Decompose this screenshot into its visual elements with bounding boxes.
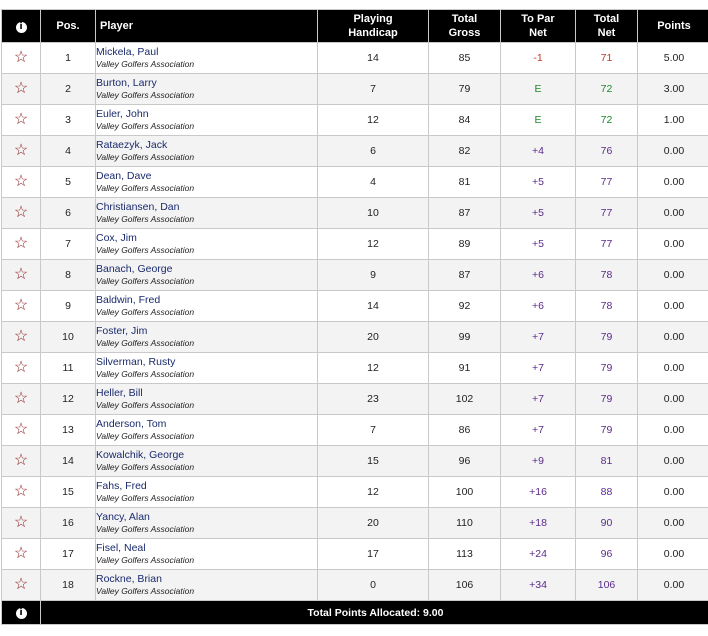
player-name-link[interactable]: Anderson, Tom — [96, 418, 317, 430]
player-name-link[interactable]: Fahs, Fred — [96, 480, 317, 492]
total-net: 77 — [576, 198, 638, 229]
player-association: Valley Golfers Association — [96, 275, 317, 287]
header-handicap-line2: Handicap — [348, 27, 398, 39]
star-outline-icon[interactable]: ☆ — [14, 204, 28, 221]
player-name-link[interactable]: Euler, John — [96, 108, 317, 120]
player-association: Valley Golfers Association — [96, 523, 317, 535]
player-association: Valley Golfers Association — [96, 368, 317, 380]
points: 0.00 — [638, 136, 708, 167]
star-outline-icon[interactable]: ☆ — [14, 545, 28, 562]
total-points-label: Total Points Allocated: 9.00 — [41, 601, 708, 625]
playing-handicap: 20 — [318, 508, 429, 539]
points: 5.00 — [638, 43, 708, 74]
favorite-cell[interactable] — [2, 570, 41, 601]
table-row[interactable] — [2, 477, 708, 508]
playing-handicap: 6 — [318, 136, 429, 167]
total-gross: 92 — [429, 291, 501, 322]
star-outline-icon[interactable]: ☆ — [14, 80, 28, 97]
points: 0.00 — [638, 415, 708, 446]
points: 0.00 — [638, 322, 708, 353]
player-name-link[interactable]: Banach, George — [96, 263, 317, 275]
total-gross: 82 — [429, 136, 501, 167]
favorite-cell[interactable] — [2, 446, 41, 477]
playing-handicap: 7 — [318, 74, 429, 105]
total-net: 72 — [576, 105, 638, 136]
position: 8 — [41, 260, 96, 291]
total-gross: 91 — [429, 353, 501, 384]
total-gross: 100 — [429, 477, 501, 508]
position: 17 — [41, 539, 96, 570]
points: 0.00 — [638, 508, 708, 539]
playing-handicap: 20 — [318, 322, 429, 353]
player-association: Valley Golfers Association — [96, 399, 317, 411]
favorite-cell[interactable] — [2, 291, 41, 322]
playing-handicap: 4 — [318, 167, 429, 198]
total-net: 71 — [576, 43, 638, 74]
table-row[interactable] — [2, 136, 708, 167]
total-gross: 87 — [429, 260, 501, 291]
player-association: Valley Golfers Association — [96, 89, 317, 101]
header-net-line2: Net — [598, 27, 616, 39]
header-topar[interactable] — [501, 10, 576, 43]
player-association: Valley Golfers Association — [96, 492, 317, 504]
header-handicap-line1: Playing — [353, 13, 392, 25]
position: 15 — [41, 477, 96, 508]
favorite-cell[interactable] — [2, 508, 41, 539]
to-par-net: +7 — [501, 384, 576, 415]
table-row[interactable] — [2, 260, 708, 291]
total-net: 79 — [576, 384, 638, 415]
player-name-link[interactable]: Burton, Larry — [96, 77, 317, 89]
table-row[interactable] — [2, 353, 708, 384]
position: 4 — [41, 136, 96, 167]
player-cell — [96, 136, 318, 167]
points: 1.00 — [638, 105, 708, 136]
position: 5 — [41, 167, 96, 198]
table-row[interactable] — [2, 74, 708, 105]
table-row[interactable] — [2, 539, 708, 570]
points: 0.00 — [638, 477, 708, 508]
header-points[interactable]: Points — [638, 10, 708, 43]
favorite-cell[interactable] — [2, 477, 41, 508]
playing-handicap: 15 — [318, 446, 429, 477]
player-association: Valley Golfers Association — [96, 213, 317, 225]
player-association: Valley Golfers Association — [96, 430, 317, 442]
total-net: 77 — [576, 167, 638, 198]
header-info-cell[interactable] — [2, 10, 41, 43]
position: 2 — [41, 74, 96, 105]
to-par-net: +7 — [501, 322, 576, 353]
playing-handicap: 14 — [318, 43, 429, 74]
header-player[interactable]: Player — [96, 10, 318, 43]
table-row[interactable] — [2, 570, 708, 601]
favorite-cell[interactable] — [2, 167, 41, 198]
favorite-cell[interactable] — [2, 539, 41, 570]
total-gross: 102 — [429, 384, 501, 415]
star-outline-icon[interactable]: ☆ — [14, 452, 28, 469]
to-par-net: +18 — [501, 508, 576, 539]
playing-handicap: 0 — [318, 570, 429, 601]
player-name-link[interactable]: Foster, Jim — [96, 325, 317, 337]
playing-handicap: 7 — [318, 415, 429, 446]
position: 13 — [41, 415, 96, 446]
favorite-cell[interactable] — [2, 198, 41, 229]
table-row[interactable] — [2, 291, 708, 322]
total-net: 72 — [576, 74, 638, 105]
header-gross-line1: Total — [452, 13, 477, 25]
playing-handicap: 10 — [318, 198, 429, 229]
position: 11 — [41, 353, 96, 384]
player-cell — [96, 477, 318, 508]
player-cell — [96, 322, 318, 353]
player-cell — [96, 74, 318, 105]
total-gross: 99 — [429, 322, 501, 353]
player-name-link[interactable]: Christiansen, Dan — [96, 201, 317, 213]
player-name-link[interactable]: Rataezyk, Jack — [96, 139, 317, 151]
points: 0.00 — [638, 446, 708, 477]
table-row[interactable] — [2, 415, 708, 446]
to-par-net: +6 — [501, 291, 576, 322]
total-gross: 85 — [429, 43, 501, 74]
to-par-net: +4 — [501, 136, 576, 167]
player-association: Valley Golfers Association — [96, 58, 317, 70]
leaderboard-body — [2, 43, 708, 601]
total-net: 78 — [576, 260, 638, 291]
total-gross: 96 — [429, 446, 501, 477]
player-cell — [96, 353, 318, 384]
to-par-net: -1 — [501, 43, 576, 74]
player-name-link[interactable]: Dean, Dave — [96, 170, 317, 182]
player-cell — [96, 446, 318, 477]
header-net-line1: Total — [594, 13, 619, 25]
player-name-link[interactable]: Heller, Bill — [96, 387, 317, 399]
player-name-link[interactable]: Kowalchik, George — [96, 449, 317, 461]
total-net: 77 — [576, 229, 638, 260]
table-row[interactable] — [2, 446, 708, 477]
position: 9 — [41, 291, 96, 322]
favorite-cell[interactable] — [2, 260, 41, 291]
to-par-net: +24 — [501, 539, 576, 570]
player-cell — [96, 43, 318, 74]
player-name-link[interactable]: Cox, Jim — [96, 232, 317, 244]
playing-handicap: 9 — [318, 260, 429, 291]
player-name-link[interactable]: Silverman, Rusty — [96, 356, 317, 368]
star-outline-icon[interactable]: ☆ — [14, 421, 28, 438]
playing-handicap: 17 — [318, 539, 429, 570]
total-net: 96 — [576, 539, 638, 570]
to-par-net: +5 — [501, 198, 576, 229]
player-name-link[interactable]: Rockne, Brian — [96, 573, 317, 585]
info-icon[interactable]: i — [16, 22, 27, 33]
player-name-link[interactable]: Mickela, Paul — [96, 46, 317, 58]
total-gross: 113 — [429, 539, 501, 570]
playing-handicap: 12 — [318, 353, 429, 384]
playing-handicap: 12 — [318, 477, 429, 508]
favorite-cell[interactable] — [2, 415, 41, 446]
favorite-cell[interactable] — [2, 74, 41, 105]
points: 0.00 — [638, 167, 708, 198]
star-outline-icon[interactable]: ☆ — [14, 235, 28, 252]
header-row — [2, 10, 708, 43]
position: 12 — [41, 384, 96, 415]
player-association: Valley Golfers Association — [96, 461, 317, 473]
star-outline-icon[interactable]: ☆ — [14, 111, 28, 128]
table-row[interactable] — [2, 198, 708, 229]
to-par-net: +7 — [501, 353, 576, 384]
header-net[interactable] — [576, 10, 638, 43]
to-par-net: +6 — [501, 260, 576, 291]
player-name-link[interactable]: Yancy, Alan — [96, 511, 317, 523]
info-icon[interactable]: i — [16, 608, 27, 619]
header-topar-line1: To Par — [521, 13, 554, 25]
points: 0.00 — [638, 384, 708, 415]
total-gross: 81 — [429, 167, 501, 198]
player-association: Valley Golfers Association — [96, 306, 317, 318]
total-net: 81 — [576, 446, 638, 477]
to-par-net: +5 — [501, 229, 576, 260]
leaderboard-table — [1, 9, 708, 625]
player-cell — [96, 229, 318, 260]
position: 10 — [41, 322, 96, 353]
points: 3.00 — [638, 74, 708, 105]
playing-handicap: 12 — [318, 229, 429, 260]
total-gross: 106 — [429, 570, 501, 601]
total-gross: 84 — [429, 105, 501, 136]
player-association: Valley Golfers Association — [96, 554, 317, 566]
player-name-link[interactable]: Fisel, Neal — [96, 542, 317, 554]
table-row[interactable] — [2, 43, 708, 74]
to-par-net: E — [501, 105, 576, 136]
star-outline-icon[interactable]: ☆ — [14, 142, 28, 159]
header-gross[interactable] — [429, 10, 501, 43]
to-par-net: +16 — [501, 477, 576, 508]
position: 18 — [41, 570, 96, 601]
favorite-cell[interactable] — [2, 353, 41, 384]
table-row[interactable] — [2, 105, 708, 136]
total-gross: 86 — [429, 415, 501, 446]
player-cell — [96, 508, 318, 539]
total-net: 79 — [576, 415, 638, 446]
header-handicap[interactable] — [318, 10, 429, 43]
total-gross: 79 — [429, 74, 501, 105]
star-outline-icon[interactable]: ☆ — [14, 483, 28, 500]
favorite-cell[interactable] — [2, 229, 41, 260]
player-cell — [96, 198, 318, 229]
star-outline-icon[interactable]: ☆ — [14, 576, 28, 593]
player-cell — [96, 415, 318, 446]
total-net: 88 — [576, 477, 638, 508]
player-cell — [96, 167, 318, 198]
star-outline-icon[interactable]: ☆ — [14, 173, 28, 190]
total-net: 79 — [576, 353, 638, 384]
to-par-net: +7 — [501, 415, 576, 446]
to-par-net: +5 — [501, 167, 576, 198]
position: 1 — [41, 43, 96, 74]
player-cell — [96, 260, 318, 291]
total-gross: 110 — [429, 508, 501, 539]
star-outline-icon[interactable]: ☆ — [14, 514, 28, 531]
favorite-cell[interactable] — [2, 43, 41, 74]
points: 0.00 — [638, 291, 708, 322]
player-association: Valley Golfers Association — [96, 585, 317, 597]
table-row[interactable] — [2, 229, 708, 260]
table-row[interactable] — [2, 508, 708, 539]
points: 0.00 — [638, 198, 708, 229]
favorite-cell[interactable] — [2, 105, 41, 136]
total-net: 106 — [576, 570, 638, 601]
player-cell — [96, 291, 318, 322]
favorite-cell[interactable] — [2, 136, 41, 167]
position: 7 — [41, 229, 96, 260]
footer-info-cell[interactable] — [2, 601, 41, 625]
points: 0.00 — [638, 353, 708, 384]
points: 0.00 — [638, 260, 708, 291]
player-association: Valley Golfers Association — [96, 182, 317, 194]
player-cell — [96, 539, 318, 570]
playing-handicap: 23 — [318, 384, 429, 415]
player-association: Valley Golfers Association — [96, 120, 317, 132]
table-row[interactable] — [2, 167, 708, 198]
star-outline-icon[interactable]: ☆ — [14, 297, 28, 314]
footer-row — [2, 601, 708, 625]
star-outline-icon[interactable]: ☆ — [14, 266, 28, 283]
favorite-cell[interactable] — [2, 322, 41, 353]
total-net: 78 — [576, 291, 638, 322]
star-outline-icon[interactable]: ☆ — [14, 359, 28, 376]
points: 0.00 — [638, 539, 708, 570]
position: 16 — [41, 508, 96, 539]
player-cell — [96, 105, 318, 136]
to-par-net: +9 — [501, 446, 576, 477]
table-row[interactable] — [2, 322, 708, 353]
position: 14 — [41, 446, 96, 477]
total-gross: 87 — [429, 198, 501, 229]
player-association: Valley Golfers Association — [96, 337, 317, 349]
player-name-link[interactable]: Baldwin, Fred — [96, 294, 317, 306]
playing-handicap: 12 — [318, 105, 429, 136]
total-net: 90 — [576, 508, 638, 539]
player-association: Valley Golfers Association — [96, 151, 317, 163]
to-par-net: E — [501, 74, 576, 105]
star-outline-icon[interactable]: ☆ — [14, 328, 28, 345]
playing-handicap: 14 — [318, 291, 429, 322]
header-gross-line2: Gross — [449, 27, 481, 39]
position: 6 — [41, 198, 96, 229]
points: 0.00 — [638, 229, 708, 260]
player-cell — [96, 570, 318, 601]
favorite-cell[interactable] — [2, 384, 41, 415]
player-cell — [96, 384, 318, 415]
header-topar-line2: Net — [529, 27, 547, 39]
header-pos[interactable]: Pos. — [41, 10, 96, 43]
star-outline-icon[interactable]: ☆ — [14, 49, 28, 66]
player-association: Valley Golfers Association — [96, 244, 317, 256]
total-gross: 89 — [429, 229, 501, 260]
table-row[interactable] — [2, 384, 708, 415]
total-net: 76 — [576, 136, 638, 167]
total-net: 79 — [576, 322, 638, 353]
points: 0.00 — [638, 570, 708, 601]
star-outline-icon[interactable]: ☆ — [14, 390, 28, 407]
position: 3 — [41, 105, 96, 136]
to-par-net: +34 — [501, 570, 576, 601]
